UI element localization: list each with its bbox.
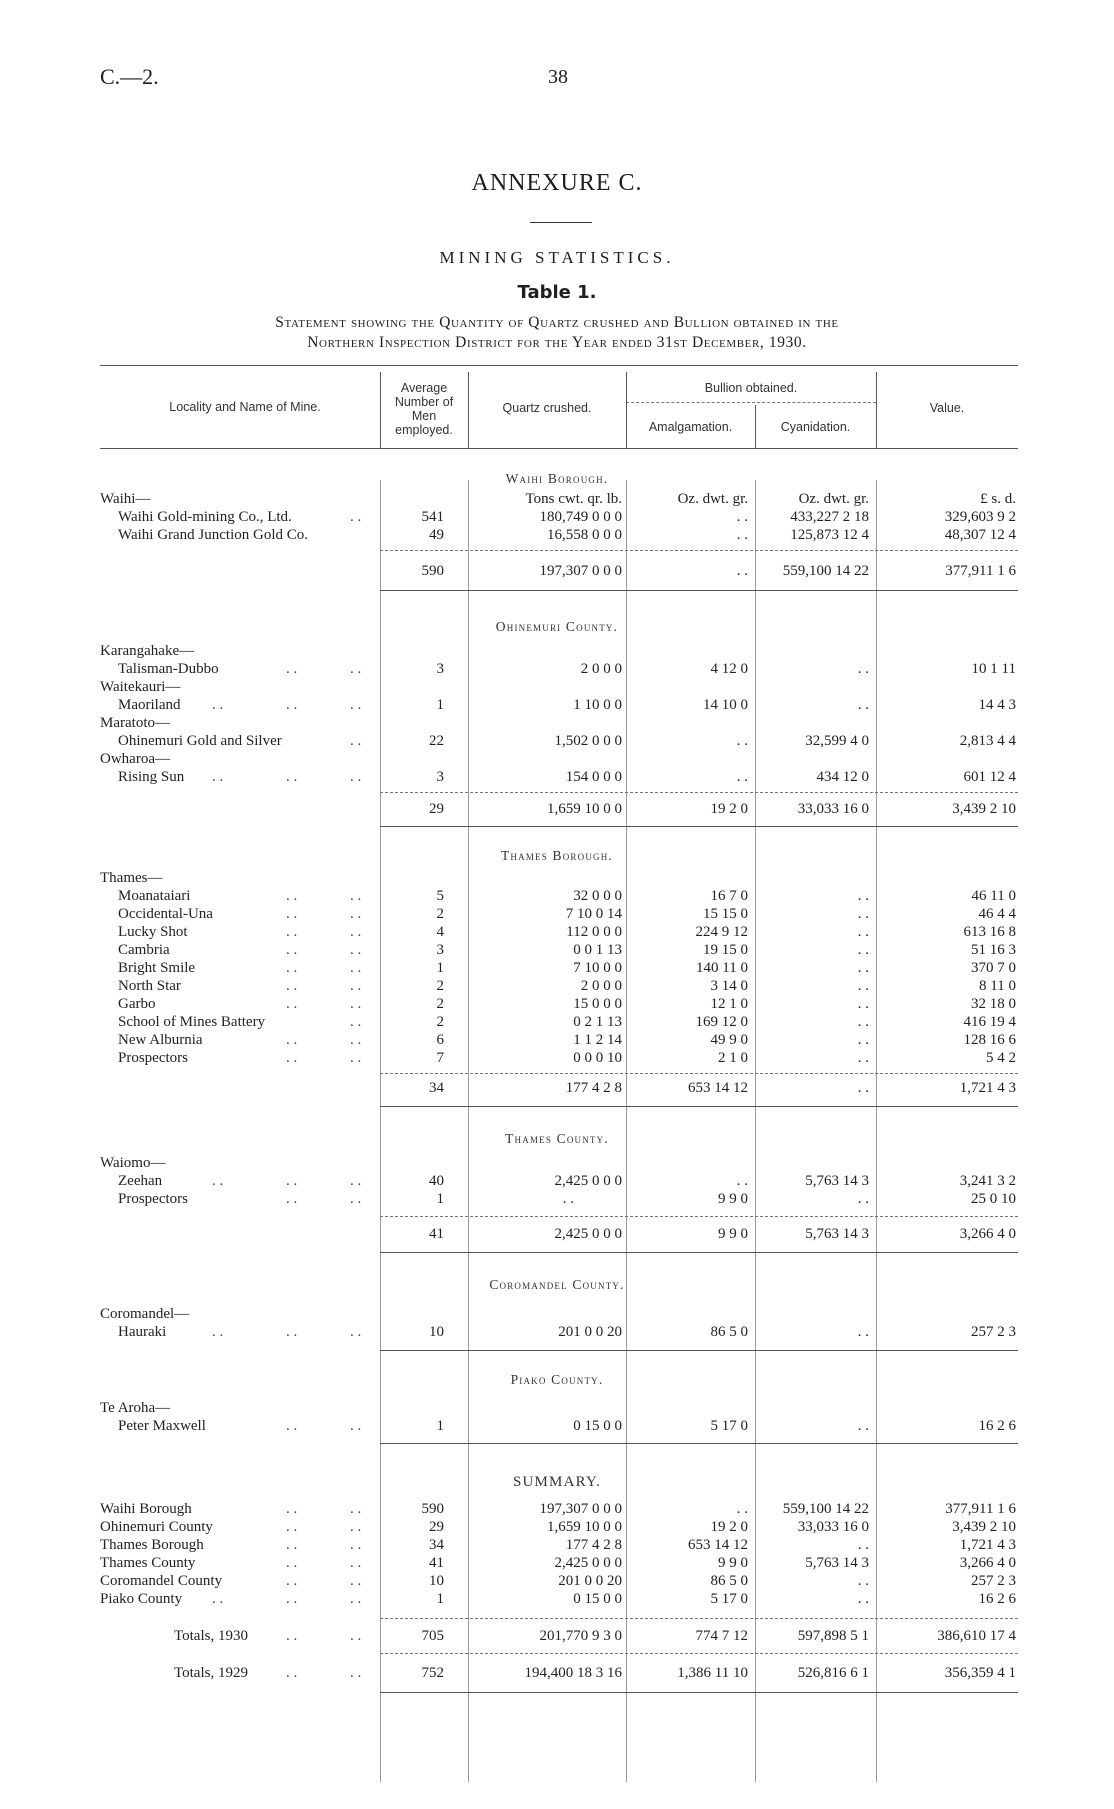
leader-dots: . . (350, 942, 362, 958)
leader-dots: . . (350, 888, 362, 904)
leader-dots: . . (286, 888, 298, 904)
row-cyan: . . (857, 942, 869, 958)
total-quartz: 2,425 0 0 0 (554, 1226, 622, 1242)
row-amal: 9 9 0 (718, 1555, 748, 1571)
row-cyan: . . (857, 978, 869, 994)
row-men: 29 (429, 1519, 444, 1535)
row-quartz: 2 0 0 0 (580, 978, 622, 994)
row-amal: . . (736, 509, 748, 525)
row-amal: 9 9 0 (718, 1191, 748, 1207)
row-men: 22 (429, 733, 444, 749)
leader-dots: . . (350, 978, 362, 994)
leader-dots: . . (212, 1591, 224, 1607)
leader-dots: . . (286, 942, 298, 958)
row-cyan: . . (857, 697, 869, 713)
title-divider (530, 222, 592, 223)
row-men: 5 (436, 888, 444, 904)
annexure-title: ANNEXURE C. (471, 170, 643, 196)
section-end-rule (380, 1252, 1018, 1253)
row-amal: 86 5 0 (710, 1324, 748, 1340)
leader-dots: . . (286, 769, 298, 785)
row-cyan: . . (857, 996, 869, 1012)
leader-dots: . . (350, 1573, 362, 1589)
section-title-coromandel: Coromandel County. (489, 1277, 625, 1292)
total-quartz: 1,659 10 0 0 (547, 801, 622, 817)
row-cyan: . . (857, 1324, 869, 1340)
row-quartz: 32 0 0 0 (573, 888, 622, 904)
statement-line-1: Statement showing the Quantity of Quartz crushed and Bullion obtained in the (275, 314, 839, 331)
leader-dots: . . (350, 1555, 362, 1571)
row-quartz: 1,502 0 0 0 (554, 733, 622, 749)
row-amal: 140 11 0 (696, 960, 748, 976)
row-name: Talisman-Dubbo (118, 661, 219, 677)
totals-1930-quartz: 201,770 9 3 0 (539, 1628, 622, 1644)
leader-dots: . . (350, 1665, 362, 1681)
total-rule (380, 550, 1018, 551)
row-cyan: . . (857, 661, 869, 677)
row-cyan: . . (857, 1191, 869, 1207)
row-cyan: 32,599 4 0 (805, 733, 869, 749)
leader-dots: . . (350, 1032, 362, 1048)
row-value: 48,307 12 4 (944, 527, 1016, 543)
section-end-rule (380, 1443, 1018, 1444)
totals-1929-quartz: 194,400 18 3 16 (524, 1665, 622, 1681)
row-name: Waihi Grand Junction Gold Co. (118, 527, 309, 543)
row-value: 46 11 0 (971, 888, 1016, 904)
leader-dots: . . (286, 1665, 298, 1681)
header-men-3: Men (411, 409, 437, 423)
leader-dots: . . (286, 1191, 298, 1207)
row-name: School of Mines Battery (118, 1014, 266, 1030)
row-men: 3 (436, 769, 444, 785)
totals-1929-men: 752 (421, 1665, 444, 1681)
section-title-piako: Piako County. (510, 1372, 604, 1387)
header-quartz: Quartz crushed. (502, 401, 592, 415)
row-amal: 15 15 0 (703, 906, 748, 922)
row-value: 16 2 6 (978, 1418, 1016, 1434)
leader-dots: . . (286, 1555, 298, 1571)
row-value: 3,439 2 10 (952, 1519, 1016, 1535)
row-value: 128 16 6 (963, 1032, 1016, 1048)
row-men: 49 (429, 527, 444, 543)
total-rule (380, 1216, 1018, 1217)
row-name: Cambria (118, 942, 170, 958)
total-amal: 9 9 0 (718, 1226, 748, 1242)
table-bottom-rule (380, 1692, 1018, 1693)
row-amal: 19 15 0 (703, 942, 748, 958)
locality-owharoa: Owharoa— (100, 751, 170, 767)
leader-dots: . . (350, 1591, 362, 1607)
row-men: 2 (436, 906, 444, 922)
leader-dots: . . (350, 906, 362, 922)
row-amal: 5 17 0 (710, 1418, 748, 1434)
row-cyan: . . (857, 960, 869, 976)
leader-dots: . . (286, 924, 298, 940)
row-men: 41 (429, 1555, 444, 1571)
table-top-rule (100, 365, 1018, 366)
total-men: 29 (429, 801, 444, 817)
row-value: 10 1 11 (971, 661, 1016, 677)
leader-dots: . . (350, 1501, 362, 1517)
total-value: 1,721 4 3 (959, 1080, 1016, 1096)
leader-dots: . . (286, 1050, 298, 1066)
row-value: 1,721 4 3 (959, 1537, 1016, 1553)
document-code: C.—2. (100, 64, 159, 89)
row-men: 2 (436, 978, 444, 994)
totals-1930-label: Totals, 1930 (174, 1628, 248, 1644)
row-men: 1 (436, 697, 444, 713)
row-value: 25 0 10 (971, 1191, 1016, 1207)
row-name: Lucky Shot (118, 924, 188, 940)
leader-dots: . . (350, 1519, 362, 1535)
row-men: 2 (436, 1014, 444, 1030)
row-amal: . . (736, 527, 748, 543)
row-quartz: 2,425 0 0 0 (554, 1173, 622, 1189)
units-cyan: Oz. dwt. gr. (798, 491, 869, 507)
leader-dots: . . (286, 906, 298, 922)
row-quartz: . . (562, 1191, 574, 1207)
total-amal: 19 2 0 (710, 801, 748, 817)
row-quartz: 197,307 0 0 0 (539, 1501, 622, 1517)
row-cyan: . . (857, 1418, 869, 1434)
row-amal: 16 7 0 (710, 888, 748, 904)
row-amal: 49 9 0 (710, 1032, 748, 1048)
leader-dots: . . (212, 769, 224, 785)
leader-dots: . . (286, 996, 298, 1012)
row-name: Piako County (100, 1591, 183, 1607)
row-value: 3,266 4 0 (959, 1555, 1016, 1571)
row-name: Moanataiari (118, 888, 191, 904)
locality-te-aroha: Te Aroha— (100, 1400, 171, 1416)
row-cyan: . . (857, 1032, 869, 1048)
section-title-waihi: Waihi Borough. (505, 471, 609, 486)
leader-dots: . . (286, 960, 298, 976)
total-rule (380, 1073, 1018, 1074)
total-cyan: 33,033 16 0 (797, 801, 869, 817)
units-amal: Oz. dwt. gr. (677, 491, 748, 507)
header-bullion: Bullion obtained. (704, 381, 798, 395)
row-quartz: 0 0 1 13 (573, 942, 622, 958)
header-value: Value. (929, 401, 965, 415)
row-amal: 12 1 0 (710, 996, 748, 1012)
total-value: 3,439 2 10 (952, 801, 1016, 817)
total-cyan: 5,763 14 3 (805, 1226, 869, 1242)
totals-1929-cyan: 526,816 6 1 (797, 1665, 869, 1681)
leader-dots: . . (350, 996, 362, 1012)
totals-1929-amal: 1,386 11 10 (677, 1665, 748, 1681)
row-value: 3,241 3 2 (959, 1173, 1016, 1189)
section-title-thames-borough: Thames Borough. (500, 848, 613, 863)
leader-dots: . . (286, 1537, 298, 1553)
row-quartz: 15 0 0 0 (573, 996, 622, 1012)
leader-dots: . . (286, 697, 298, 713)
leader-dots: . . (286, 1032, 298, 1048)
leader-dots: . . (286, 1418, 298, 1434)
row-value: 14 4 3 (978, 697, 1016, 713)
totals-1930-amal: 774 7 12 (695, 1628, 748, 1644)
row-value: 416 19 4 (963, 1014, 1016, 1030)
row-quartz: 16,558 0 0 0 (547, 527, 622, 543)
row-name: Thames County (100, 1555, 196, 1571)
row-men: 7 (436, 1050, 444, 1066)
row-cyan: . . (857, 1573, 869, 1589)
row-quartz: 7 10 0 14 (565, 906, 622, 922)
totals-1929-label: Totals, 1929 (174, 1665, 248, 1681)
row-cyan: . . (857, 1014, 869, 1030)
total-rule (380, 1618, 1018, 1619)
row-name: New Alburnia (118, 1032, 203, 1048)
locality-maratoto: Maratoto— (100, 715, 170, 731)
leader-dots: . . (350, 1173, 362, 1189)
row-amal: . . (736, 769, 748, 785)
row-quartz: 1 10 0 0 (573, 697, 622, 713)
section-title-thames-county: Thames County. (505, 1131, 609, 1146)
row-men: 3 (436, 942, 444, 958)
total-quartz: 197,307 0 0 0 (539, 563, 622, 579)
row-quartz: 0 0 0 10 (573, 1050, 622, 1066)
row-cyan: . . (857, 906, 869, 922)
row-men: 10 (429, 1324, 444, 1340)
page-number: 38 (548, 66, 568, 88)
leader-dots: . . (350, 733, 362, 749)
row-men: 40 (429, 1173, 444, 1189)
leader-dots: . . (350, 1050, 362, 1066)
leader-dots: . . (350, 1191, 362, 1207)
total-amal: 653 14 12 (688, 1080, 748, 1096)
leader-dots: . . (350, 1324, 362, 1340)
row-men: 4 (436, 924, 444, 940)
locality-waitekauri: Waitekauri— (100, 679, 181, 695)
table-title: Table 1. (517, 282, 597, 303)
row-name: Thames Borough (100, 1537, 204, 1553)
leader-dots: . . (350, 769, 362, 785)
row-quartz: 154 0 0 0 (565, 769, 622, 785)
units-quartz: Tons cwt. qr. lb. (525, 491, 622, 507)
row-value: 16 2 6 (978, 1591, 1016, 1607)
row-cyan: . . (857, 888, 869, 904)
row-value: 46 4 4 (978, 906, 1016, 922)
header-cyanidation: Cyanidation. (780, 420, 851, 434)
leader-dots: . . (286, 1324, 298, 1340)
row-amal: 86 5 0 (710, 1573, 748, 1589)
row-name: Garbo (118, 996, 156, 1012)
row-name: Occidental-Una (118, 906, 213, 922)
row-quartz: 0 2 1 13 (573, 1014, 622, 1030)
row-value: 5 4 2 (986, 1050, 1016, 1066)
section-end-rule (380, 1350, 1018, 1351)
row-cyan: 433,227 2 18 (790, 509, 869, 525)
row-quartz: 0 15 0 0 (573, 1418, 622, 1434)
totals-1929-value: 356,359 4 1 (944, 1665, 1016, 1681)
row-amal: 653 14 12 (688, 1537, 748, 1553)
row-quartz: 180,749 0 0 0 (539, 509, 622, 525)
row-value: 377,911 1 6 (945, 1501, 1016, 1517)
row-men: 1 (436, 960, 444, 976)
row-value: 8 11 0 (979, 978, 1016, 994)
row-value: 257 2 3 (971, 1573, 1016, 1589)
row-value: 370 7 0 (971, 960, 1016, 976)
section-end-rule (380, 590, 1018, 591)
row-men: 1 (436, 1591, 444, 1607)
row-name: Rising Sun (118, 769, 185, 785)
total-men: 34 (429, 1080, 444, 1096)
leader-dots: . . (286, 1628, 298, 1644)
section-end-rule (380, 826, 1018, 827)
row-amal: 19 2 0 (710, 1519, 748, 1535)
header-men-4: employed. (395, 423, 453, 437)
locality-waihi: Waihi— (100, 491, 151, 507)
row-amal: . . (736, 1501, 748, 1517)
totals-1930-cyan: 597,898 5 1 (797, 1628, 869, 1644)
total-value: 377,911 1 6 (945, 563, 1016, 579)
row-cyan: 5,763 14 3 (805, 1173, 869, 1189)
row-cyan: 5,763 14 3 (805, 1555, 869, 1571)
leader-dots: . . (350, 697, 362, 713)
row-cyan: 559,100 14 22 (782, 1501, 869, 1517)
leader-dots: . . (350, 1014, 362, 1030)
units-value: £ s. d. (980, 491, 1016, 507)
leader-dots: . . (286, 1173, 298, 1189)
total-men: 41 (429, 1226, 444, 1242)
row-men: 34 (429, 1537, 444, 1553)
total-quartz: 177 4 2 8 (565, 1080, 622, 1096)
mining-statistics-title: MINING STATISTICS. (439, 248, 675, 267)
row-value: 2,813 4 4 (959, 733, 1016, 749)
leader-dots: . . (350, 960, 362, 976)
row-quartz: 177 4 2 8 (565, 1537, 622, 1553)
section-title-summary: SUMMARY. (512, 1474, 602, 1490)
header-locality: Locality and Name of Mine. (169, 400, 321, 414)
row-quartz: 201 0 0 20 (558, 1573, 622, 1589)
leader-dots: . . (350, 924, 362, 940)
row-amal: . . (736, 733, 748, 749)
leader-dots: . . (286, 1591, 298, 1607)
row-men: 6 (436, 1032, 444, 1048)
row-name: Ohinemuri County (100, 1519, 213, 1535)
row-amal: 2 1 0 (718, 1050, 748, 1066)
row-name: Coromandel County (100, 1573, 223, 1589)
row-amal: 14 10 0 (703, 697, 748, 713)
locality-coromandel: Coromandel— (100, 1306, 190, 1322)
total-cyan: 559,100 14 22 (782, 563, 869, 579)
section-title-ohinemuri: Ohinemuri County. (495, 619, 619, 634)
leader-dots: . . (212, 697, 224, 713)
leader-dots: . . (212, 1173, 224, 1189)
total-cyan: . . (857, 1080, 869, 1096)
totals-1930-value: 386,610 17 4 (937, 1628, 1016, 1644)
row-amal: 3 14 0 (710, 978, 748, 994)
row-name: Maoriland (118, 697, 181, 713)
leader-dots: . . (212, 1324, 224, 1340)
row-name: Waihi Borough (100, 1501, 192, 1517)
row-cyan: . . (857, 924, 869, 940)
header-men-2: Number of (394, 395, 454, 409)
row-quartz: 0 15 0 0 (573, 1591, 622, 1607)
leader-dots: . . (350, 1537, 362, 1553)
row-quartz: 1 1 2 14 (573, 1032, 622, 1048)
total-rule (380, 1653, 1018, 1654)
leader-dots: . . (286, 978, 298, 994)
locality-thames: Thames— (100, 870, 163, 886)
row-quartz: 112 0 0 0 (566, 924, 622, 940)
row-amal: 169 12 0 (695, 1014, 748, 1030)
row-men: 10 (429, 1573, 444, 1589)
row-value: 613 16 8 (963, 924, 1016, 940)
totals-1930-men: 705 (421, 1628, 444, 1644)
row-men: 541 (421, 509, 444, 525)
leader-dots: . . (350, 1418, 362, 1434)
locality-waiomo: Waiomo— (100, 1155, 166, 1171)
row-men: 590 (421, 1501, 444, 1517)
leader-dots: . . (286, 1519, 298, 1535)
row-value: 601 12 4 (963, 769, 1016, 785)
leader-dots: . . (350, 1628, 362, 1644)
row-name: Ohinemuri Gold and Silver (118, 733, 282, 749)
header-bottom-rule (100, 448, 1018, 449)
row-name: Peter Maxwell (118, 1418, 206, 1434)
row-cyan: . . (857, 1050, 869, 1066)
row-value: 257 2 3 (971, 1324, 1016, 1340)
row-name: Waihi Gold-mining Co., Ltd. (118, 509, 292, 525)
locality-karangahake: Karangahake— (100, 643, 195, 659)
row-amal: 5 17 0 (710, 1591, 748, 1607)
row-name: North Star (118, 978, 181, 994)
row-cyan: 434 12 0 (816, 769, 869, 785)
total-value: 3,266 4 0 (959, 1226, 1016, 1242)
row-men: 3 (436, 661, 444, 677)
row-name: Prospectors (118, 1050, 188, 1066)
leader-dots: . . (286, 661, 298, 677)
row-men: 1 (436, 1418, 444, 1434)
row-cyan: . . (857, 1591, 869, 1607)
row-value: 32 18 0 (971, 996, 1016, 1012)
header-amalgamation: Amalgamation. (648, 420, 733, 434)
total-rule (380, 792, 1018, 793)
row-name: Zeehan (118, 1173, 163, 1189)
row-quartz: 1,659 10 0 0 (547, 1519, 622, 1535)
row-name: Hauraki (118, 1324, 167, 1340)
leader-dots: . . (286, 1501, 298, 1517)
row-amal: 224 9 12 (695, 924, 748, 940)
row-quartz: 2 0 0 0 (580, 661, 622, 677)
header-men-1: Average (400, 381, 448, 395)
leader-dots: . . (350, 509, 362, 525)
section-end-rule (380, 1106, 1018, 1107)
row-cyan: 33,033 16 0 (797, 1519, 869, 1535)
row-men: 2 (436, 996, 444, 1012)
row-quartz: 7 10 0 0 (573, 960, 622, 976)
statement-line-2: Northern Inspection District for the Year ended 31st December, 1930. (307, 334, 807, 351)
leader-dots: . . (286, 1573, 298, 1589)
row-men: 1 (436, 1191, 444, 1207)
row-name: Bright Smile (118, 960, 196, 976)
bullion-divider (626, 402, 876, 403)
row-value: 51 16 3 (971, 942, 1016, 958)
total-amal: . . (736, 563, 748, 579)
total-men: 590 (421, 563, 444, 579)
row-cyan: . . (857, 1537, 869, 1553)
row-quartz: 2,425 0 0 0 (554, 1555, 622, 1571)
leader-dots: . . (350, 661, 362, 677)
row-cyan: 125,873 12 4 (790, 527, 869, 543)
row-name: Prospectors (118, 1191, 188, 1207)
row-quartz: 201 0 0 20 (558, 1324, 622, 1340)
row-amal: 4 12 0 (710, 661, 748, 677)
row-amal: . . (736, 1173, 748, 1189)
row-value: 329,603 9 2 (944, 509, 1016, 525)
